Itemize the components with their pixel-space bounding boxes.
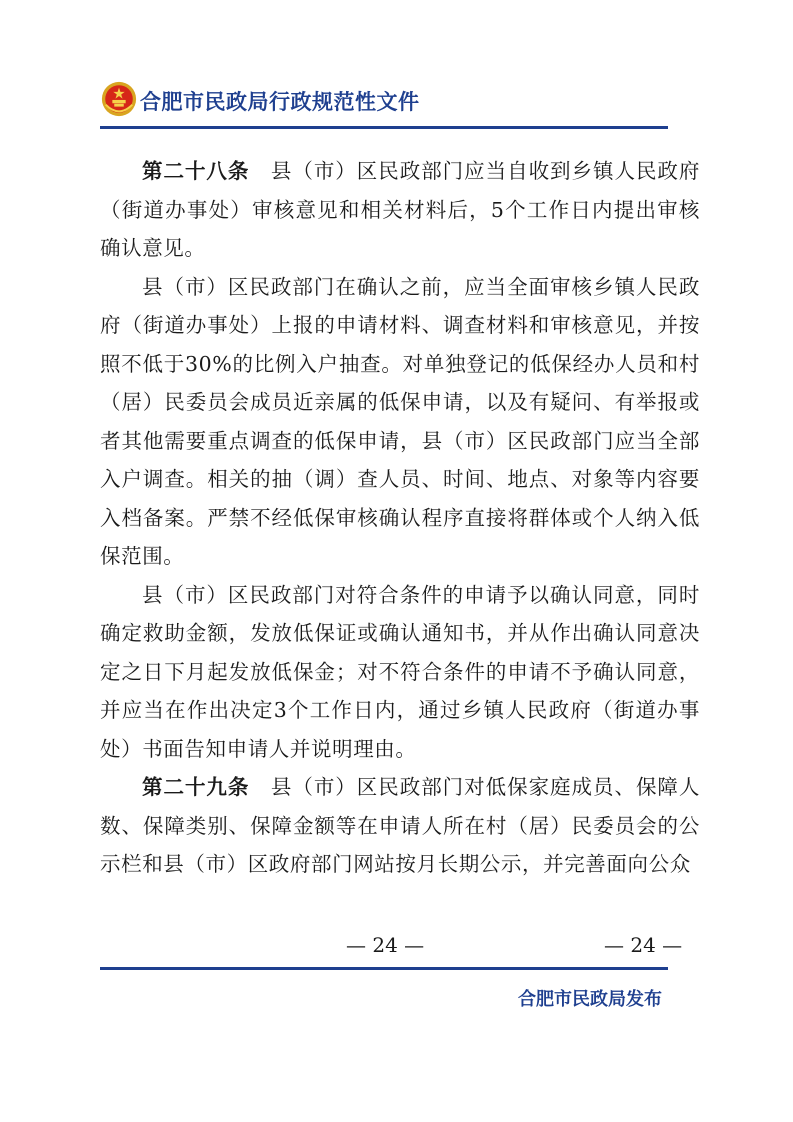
paragraph — [100, 152, 700, 268]
footer-divider — [100, 967, 668, 970]
paragraph — [100, 576, 700, 769]
header-divider — [100, 126, 668, 129]
paragraph-text: 县（市）区民政部门对符合条件的申请予以确认同意，同时确定救助金额，发放低保证或确认通知书，并从作出确认同意决定之日下月起发放低保金；对不符合条件的申请不予确认同意，并应当在作出决定3个工作日内，通过乡镇人民政府（街道办事处）书面告知申请人并说明理由。 — [100, 582, 700, 761]
header-title: 合肥市民政局行政规范性文件 — [140, 90, 420, 114]
paragraph-text: 县（市）区民政部门在确认之前，应当全面审核乡镇人民政府（街道办事处）上报的申请材料、调查材料和审核意见，并按照不低于30%的比例入户抽查。对单独登记的低保经办人员和村（居）民委员会成员近亲属的低保申请，以及有疑问、有举报或者其他需要重点调查的低保申请，县（市）区民政部门应当全部入户调查。相关的抽（调）查人员、时间、地点、对象等内容要入档备案。严禁不经低保审核确认程序直接将群体或个人纳入低保范围。 — [100, 274, 700, 568]
paragraph-text: 县（市）区民政部门应当自收到乡镇人民政府（街道办事处）审核意见和相关材料后，5个工作日内提出审核确认意见。 — [100, 159, 701, 260]
national-emblem-icon — [100, 80, 138, 118]
page-number: — 24 — — [346, 933, 425, 957]
paragraph-text: 县（市）区民政部门对低保家庭成员、保障人数、保障类别、保障金额等在申请人所在村（居）民委员会的公示栏和县（市）区政府部门网站按月长期公示，并完善面向公众 — [100, 775, 701, 876]
document-header — [100, 80, 670, 124]
document-body — [100, 152, 700, 884]
publisher-label: 合肥市民政局发布 — [518, 989, 662, 1010]
article-number: 第二十九条 — [142, 775, 250, 799]
paragraph — [100, 268, 700, 576]
paragraph — [100, 768, 700, 884]
article-number: 第二十八条 — [142, 159, 250, 183]
page-number-right: — 24 — — [604, 933, 683, 957]
